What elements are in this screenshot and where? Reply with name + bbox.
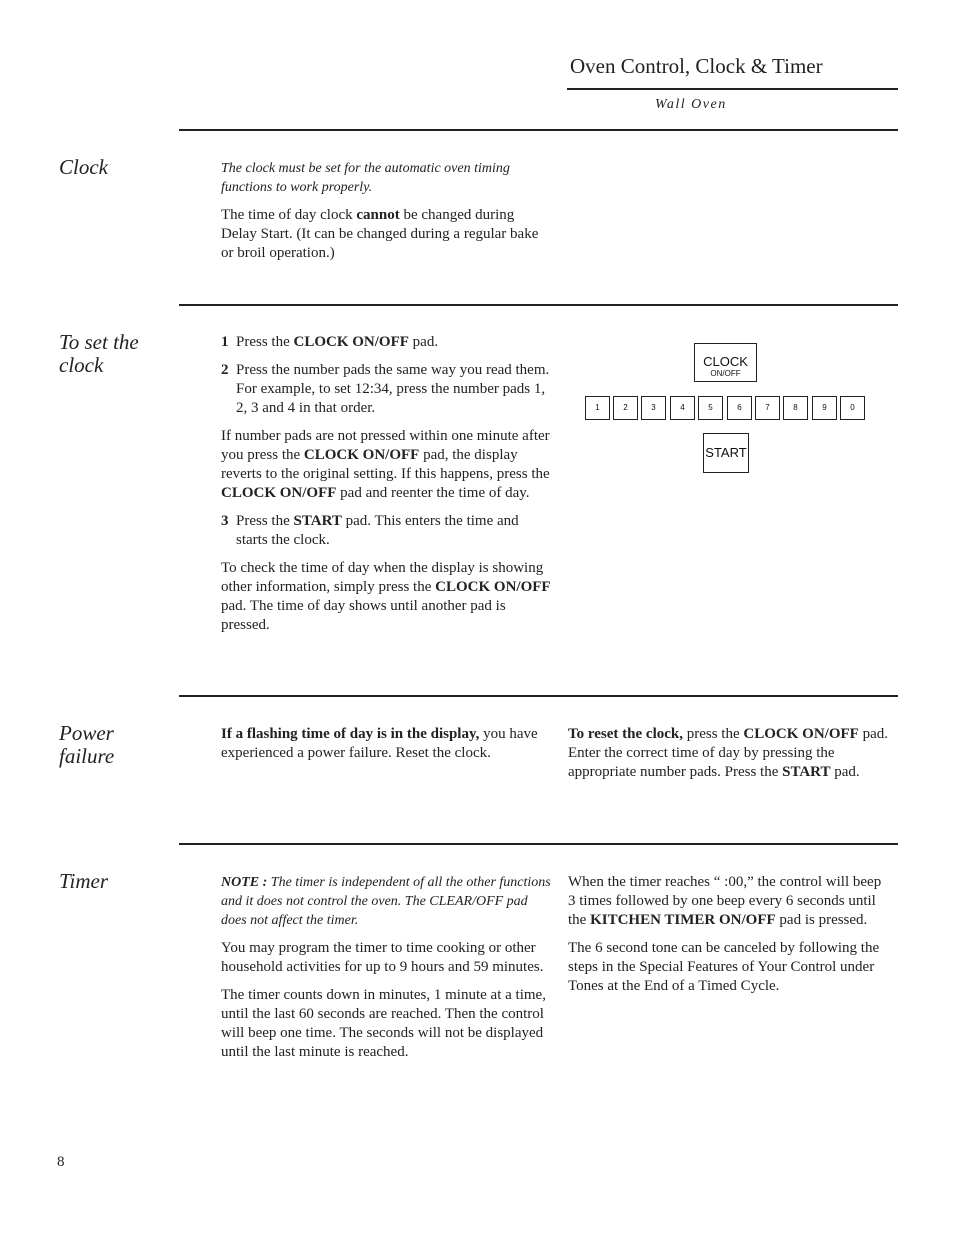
timer-paragraph-3: When the timer reaches “ :00,” the control will beep 3 times followed by one beep every 6 seconds until the KITCHEN TIMER ON/OFF pad is pressed. (568, 874, 882, 928)
page-header-title: Oven Control, Clock & Timer (570, 54, 823, 78)
timer-paragraph-4: The 6 second tone can be canceled by following the steps in the Special Features of Your Control under Tones at the End of a Timed Cycle. (568, 940, 880, 994)
section-title-set-clock: To set the clock (59, 330, 139, 377)
number-pad-5: 5 (698, 396, 723, 420)
timer-note: NOTE : The timer is independent of all the other functions and it does not control the oven. The CLEAR/OFF pad does not affect the timer. (221, 875, 551, 928)
section-title-power-failure: Power failure (59, 721, 115, 768)
number-pad-3: 3 (641, 396, 666, 420)
set-clock-body (221, 333, 551, 644)
step-3: 3 Press the START pad. This enters the time and starts the clock. (221, 513, 519, 548)
number-pad-0: 0 (840, 396, 865, 420)
number-pad-6: 6 (727, 396, 752, 420)
power-failure-right: To reset the clock, press the CLOCK ON/OFF pad. Enter the correct time of day by pressing the appropriate number pads. Press the START pad. (568, 726, 888, 780)
number-pad-9: 9 (812, 396, 837, 420)
step-1: 1 Press the CLOCK ON/OFF pad. (221, 334, 439, 350)
section-title-timer: Timer (59, 869, 109, 893)
clock-note: The clock must be set for the automatic oven timing functions to work properly. (221, 161, 510, 195)
set-clock-paragraph: If number pads are not pressed within one minute after you press the CLOCK ON/OFF pad, the display reverts to the original setting. If this happens, press the CLOCK ON/OFF pad and reenter the time of day. (221, 428, 550, 501)
clock-on-off-pad: CLOCK ON/OFF (694, 343, 757, 382)
section-divider (179, 695, 898, 697)
page-number: 8 (57, 1154, 65, 1170)
check-time-paragraph: To check the time of day when the display is showing other information, simply press the CLOCK ON/OFF pad. The time of day shows until another pad is pressed. (221, 560, 551, 633)
start-pad: START (703, 433, 749, 473)
timer-right (568, 873, 890, 1005)
section-divider (179, 304, 898, 306)
number-pad-4: 4 (670, 396, 695, 420)
number-pad-8: 8 (783, 396, 808, 420)
number-pad-2: 2 (613, 396, 638, 420)
timer-paragraph-2: The timer counts down in minutes, 1 minute at a time, until the last 60 seconds are reached. Then the control will beep one time. The seconds will not be displayed until the last minute is reached. (221, 987, 546, 1060)
section-divider (179, 129, 898, 131)
power-failure-left: If a flashing time of day is in the display, you have experienced a power failure. Reset the clock. (221, 726, 538, 761)
clock-body (221, 159, 551, 272)
timer-left (221, 873, 551, 1071)
clock-paragraph: The time of day clock cannot be changed during Delay Start. (It can be changed during a regular bake or broil operation.) (221, 207, 539, 261)
step-2: 2 Press the number pads the same way you read them. For example, to set 12:34, press the number pads 1, 2, 3 and 4 in that order. (221, 362, 550, 416)
number-pad-1: 1 (585, 396, 610, 420)
timer-paragraph-1: You may program the timer to time cooking or other household activities for up to 9 hours and 59 minutes. (221, 940, 544, 975)
number-pad-7: 7 (755, 396, 780, 420)
page-header-subtitle: Wall Oven (655, 97, 727, 112)
section-title-clock: Clock (59, 155, 108, 179)
section-divider (179, 843, 898, 845)
header-rule (567, 88, 898, 90)
